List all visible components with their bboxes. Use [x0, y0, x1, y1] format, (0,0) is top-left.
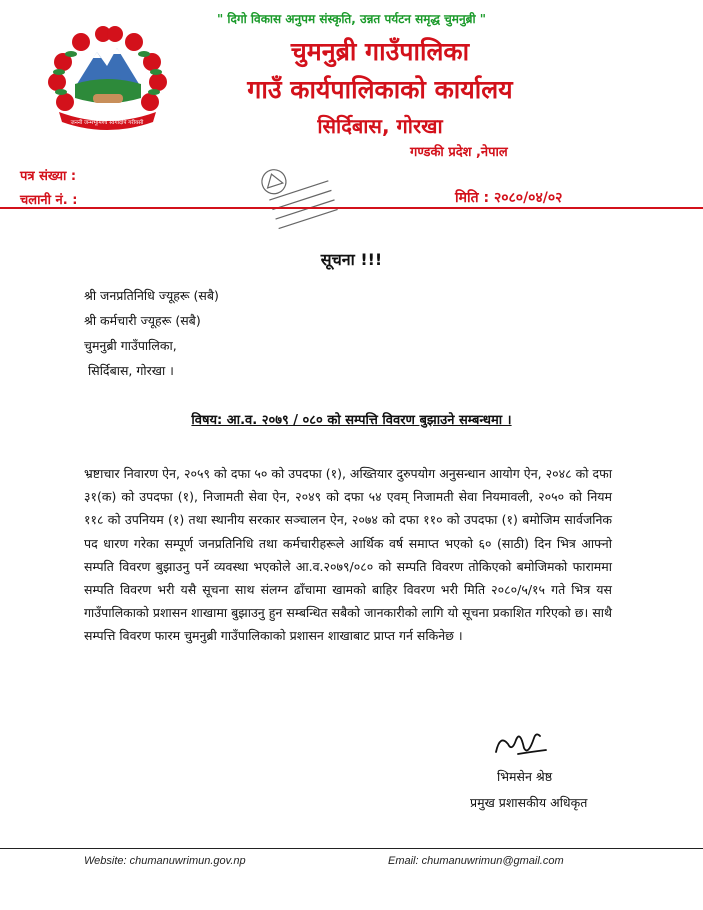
- subject-line: विषय: आ.व. २०७९ / ०८० को सम्पत्ति विवरण बुझाउने सम्बन्धमा ।: [191, 413, 512, 428]
- notice-title: सूचना !!!: [320, 250, 383, 269]
- slogan: " दिगो विकास अनुपम संस्कृति, उन्नत पर्यटन समृद्ध चुमनुब्री ": [216, 12, 487, 26]
- addressee-line: सिर्दिबास, गोरखा ।: [88, 363, 174, 378]
- signatory-name: भिमसेन श्रेष्ठ: [497, 769, 553, 784]
- signatory-title: प्रमुख प्रशासकीय अधिकृत: [470, 795, 588, 810]
- office-location: सिर्दिबास, गोरखा: [317, 114, 443, 138]
- signature: [490, 722, 550, 764]
- letter-no-label: पत्र संख्या :: [20, 169, 77, 184]
- addressee-line: श्री कर्मचारी ज्यूहरू (सबै): [84, 313, 201, 328]
- addressee-line: श्री जनप्रतिनिधि ज्यूहरू (सबै): [84, 288, 219, 303]
- org-name: चुमनुब्री गाउँपालिका: [290, 37, 470, 66]
- footer-email: Email: chumanuwrimun@gmail.com: [388, 855, 564, 867]
- svg-text:जननी जन्मभूमिश्च स्वर्गादपि गर: जननी जन्मभूमिश्च स्वर्गादपि गरीयसी: [70, 120, 144, 126]
- footer-website: Website: chumanuwrimun.gov.np: [84, 855, 246, 867]
- dispatch-no-label: चलानी नं. :: [20, 193, 78, 208]
- office-stamp: [240, 158, 350, 238]
- office-name: गाउँ कार्यपालिकाको कार्यालय: [247, 75, 513, 104]
- notice-body: भ्रष्टाचार निवारण ऐन, २०५९ को दफा ५० को उपदफा (१), अख्तियार दुरुपयोग अनुसन्धान आयोग ऐन, २०४८ को दफा ३१(क) को उपदफा (१), निजामती सेवा ऐन, २०४९ को दफा ५४ एवम् निजामती सेवा नियमावली, २०५० को नियम ११८ को उपनियम (१) तथा स्थानीय सरकार सञ्चालन ऐन, २०७४ को दफा ११० को उपदफा (१) बमोजिम सार्वजनिक पद धारण गरेका सम्पूर्ण जनप्रतिनिधि तथा कर्मचारीहरूले आर्थिक वर्ष समाप्त भएको ६० (साठी) दिन भित्र आफ्नो सम्पति विवरण बुझाउनु पर्ने व्यवस्था भएकोले आ.व.२०७९/०८० को सम्पति विवरण तोकिएको बमोजिमको फाराममा सम्पति विवरण भरी यसै सूचना साथ संलग्न ढाँचामा खामको बाहिर विवरण भरी मिति २०८०/५/१५ गते भित्र यस गाउँपालिकाको प्रशासन शाखामा बुझाउनु हुन सम्बन्धित सबैको जानकारीको लागि यो सूचना प्रकाशित गरिएको छ। साथै सम्पत्ति विवरण फारम चुमनुब्री गाउँपालिकाको प्रशासन शाखाबाट प्राप्त गर्न सकिनेछ ।: [84, 466, 612, 644]
- emblem-logo: [45, 22, 170, 134]
- header-divider: [0, 207, 703, 209]
- province: गण्डकी प्रदेश ,नेपाल: [410, 145, 508, 160]
- date-label: मिति : २०८०/०४/०२: [455, 190, 563, 206]
- footer-divider: [0, 848, 703, 849]
- addressee-line: चुमनुब्री गाउँपालिका,: [84, 338, 177, 353]
